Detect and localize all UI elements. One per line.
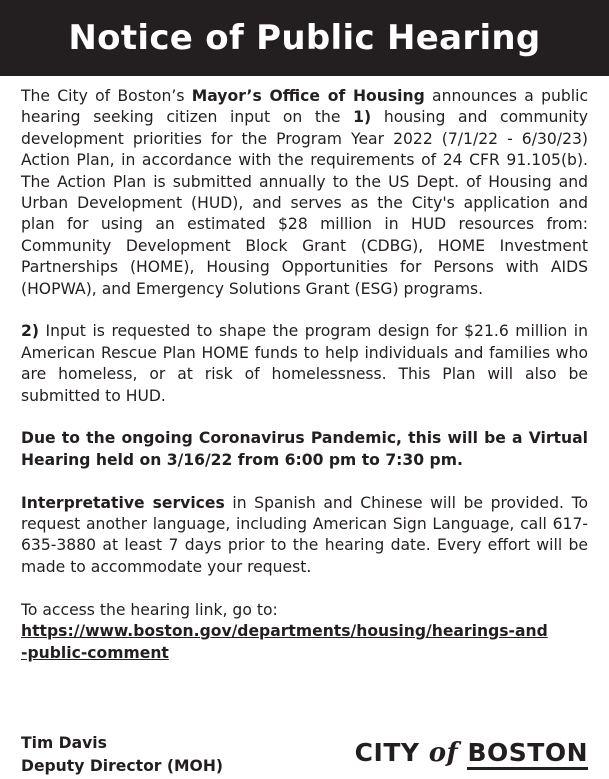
- paragraph-interpretation: [21, 493, 588, 579]
- p1-text-3: housing and community development priorities for the Program Year 2022 (7/1/22 - 6/30/23) Action Plan, in accordance with the requirements of 24 CFR 91.105(b). The Action Plan is submitted annually to the US Dept. of Housing and Urban Development (HUD), and serves as the City's application and plan for using an estimated $28 million in HUD resources from: Community Development Block Grant (CDBG), HOME Investment Partnerships (HOME), Housing Opportunities for Persons with AIDS (HOPWA), and Emergency Solutions Grant (ESG) programs.: [21, 108, 588, 298]
- p2-text: Input is requested to shape the program design for $21.6 million in American Rescue Plan HOME funds to help individuals and families who are homeless, or at risk of homelessness. This Plan will also be submitted to HUD.: [21, 322, 588, 405]
- hearing-link-line-2[interactable]: -public-comment: [21, 643, 169, 662]
- link-intro: To access the hearing link, go to:: [21, 600, 278, 619]
- logo-of: of: [428, 738, 459, 768]
- paragraph-arp-funds: [21, 321, 588, 407]
- signature-block: [21, 732, 223, 778]
- paragraph-action-plan: [21, 86, 588, 300]
- p1-text-1: The City of Boston’s: [21, 87, 192, 105]
- mayors-office-name: Mayor’s Office of Housing: [191, 87, 425, 105]
- paragraph-hearing-link: [21, 600, 588, 664]
- city-of-boston-logo: [355, 738, 588, 768]
- logo-city: CITY: [354, 738, 420, 767]
- signer-title: Deputy Director (MOH): [21, 757, 223, 775]
- signer-name: Tim Davis: [21, 734, 107, 752]
- p4-text: in Spanish and Chinese will be provided. To request another language, including American Sign Language, call 617-635-3880 at least 7 days prior to the hearing date. Every effort will be made to accommodate your request.: [21, 493, 588, 576]
- interpretative-services-label: Interpretative services: [21, 493, 225, 512]
- page-title: Notice of Public Hearing: [68, 18, 541, 58]
- notice-body: [0, 76, 609, 664]
- header-banner: [0, 0, 609, 76]
- hearing-link-line-1[interactable]: https://www.boston.gov/departments/housing/hearings-and: [21, 622, 548, 641]
- item-number-2: 2): [21, 322, 39, 341]
- paragraph-virtual-hearing: Due to the ongoing Coronavirus Pandemic, this will be a Virtual Hearing held on 3/16/22 from 6:00 pm to 7:30 pm.: [21, 429, 588, 469]
- footer: [21, 732, 588, 778]
- p1-text-2: announces a public hearing seeking citizen input on the: [21, 87, 589, 127]
- logo-boston: BOSTON: [467, 738, 588, 770]
- item-number-1: 1): [353, 108, 372, 127]
